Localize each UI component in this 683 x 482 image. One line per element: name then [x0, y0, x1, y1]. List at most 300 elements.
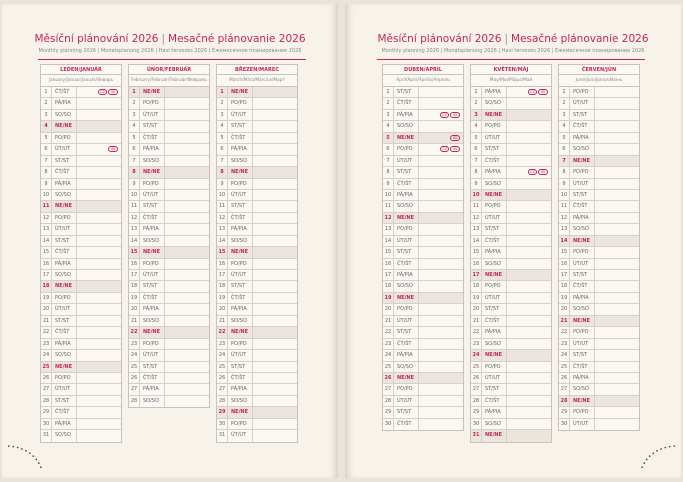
day-row[interactable]: [559, 247, 639, 258]
notes-cell[interactable]: [165, 316, 209, 326]
notes-cell[interactable]: [253, 167, 297, 177]
day-row[interactable]: [129, 179, 209, 190]
notes-cell[interactable]: [507, 247, 551, 257]
notes-cell[interactable]: [77, 259, 121, 269]
notes-cell[interactable]: [253, 133, 297, 143]
day-row[interactable]: [559, 316, 639, 327]
notes-cell[interactable]: [253, 190, 297, 200]
notes-cell[interactable]: [595, 190, 639, 200]
notes-cell[interactable]: [595, 121, 639, 131]
notes-cell[interactable]: [419, 98, 463, 108]
day-row[interactable]: [383, 98, 463, 109]
day-row[interactable]: [471, 121, 551, 132]
day-row[interactable]: [471, 144, 551, 155]
notes-cell[interactable]: [595, 247, 639, 257]
notes-cell[interactable]: [165, 179, 209, 189]
notes-cell[interactable]: [77, 304, 121, 314]
notes-cell[interactable]: [253, 98, 297, 108]
notes-cell[interactable]: [595, 316, 639, 326]
day-row[interactable]: [559, 236, 639, 247]
day-row[interactable]: [41, 384, 121, 395]
day-row[interactable]: [559, 133, 639, 144]
notes-cell[interactable]: [419, 281, 463, 291]
day-row[interactable]: [41, 121, 121, 132]
notes-cell[interactable]: [419, 236, 463, 246]
day-row[interactable]: [559, 144, 639, 155]
notes-cell[interactable]: [253, 270, 297, 280]
notes-cell[interactable]: [419, 121, 463, 131]
day-row[interactable]: [383, 362, 463, 373]
notes-cell[interactable]: [595, 350, 639, 360]
notes-cell[interactable]: [595, 224, 639, 234]
day-row[interactable]: [383, 270, 463, 281]
notes-cell[interactable]: [77, 213, 121, 223]
day-row[interactable]: [129, 304, 209, 315]
day-row[interactable]: [559, 339, 639, 350]
day-row[interactable]: [471, 247, 551, 258]
notes-cell[interactable]: [165, 362, 209, 372]
day-row[interactable]: [217, 384, 297, 395]
day-row[interactable]: [559, 224, 639, 235]
notes-cell[interactable]: [595, 167, 639, 177]
notes-cell[interactable]: [77, 224, 121, 234]
notes-cell[interactable]: [595, 419, 639, 430]
notes-cell[interactable]: [253, 384, 297, 394]
day-row[interactable]: [41, 430, 121, 441]
notes-cell[interactable]: [419, 293, 463, 303]
notes-cell[interactable]: [165, 384, 209, 394]
day-row[interactable]: [41, 281, 121, 292]
day-row[interactable]: [217, 156, 297, 167]
day-row[interactable]: [383, 144, 463, 155]
notes-cell[interactable]: [77, 98, 121, 108]
notes-cell[interactable]: [419, 327, 463, 337]
day-row[interactable]: [471, 190, 551, 201]
day-row[interactable]: [217, 110, 297, 121]
day-row[interactable]: [41, 327, 121, 338]
day-row[interactable]: [41, 201, 121, 212]
day-row[interactable]: [217, 98, 297, 109]
notes-cell[interactable]: [77, 270, 121, 280]
notes-cell[interactable]: [77, 362, 121, 372]
day-row[interactable]: [383, 156, 463, 167]
day-row[interactable]: [217, 259, 297, 270]
notes-cell[interactable]: [419, 247, 463, 257]
day-row[interactable]: [217, 133, 297, 144]
day-row[interactable]: [559, 396, 639, 407]
notes-cell[interactable]: [419, 373, 463, 383]
notes-cell[interactable]: [595, 293, 639, 303]
day-row[interactable]: [129, 316, 209, 327]
day-row[interactable]: [217, 407, 297, 418]
day-row[interactable]: [129, 87, 209, 98]
day-row[interactable]: [471, 339, 551, 350]
notes-cell[interactable]: [507, 167, 551, 177]
day-row[interactable]: [129, 350, 209, 361]
day-row[interactable]: [471, 430, 551, 441]
notes-cell[interactable]: [419, 224, 463, 234]
notes-cell[interactable]: [77, 407, 121, 417]
day-row[interactable]: [383, 304, 463, 315]
day-row[interactable]: [217, 327, 297, 338]
day-row[interactable]: [129, 384, 209, 395]
day-row[interactable]: [559, 201, 639, 212]
notes-cell[interactable]: [507, 190, 551, 200]
notes-cell[interactable]: [165, 133, 209, 143]
day-row[interactable]: [41, 144, 121, 155]
notes-cell[interactable]: [165, 247, 209, 257]
day-row[interactable]: [217, 281, 297, 292]
notes-cell[interactable]: [253, 156, 297, 166]
day-row[interactable]: [559, 167, 639, 178]
notes-cell[interactable]: [253, 407, 297, 417]
notes-cell[interactable]: [253, 327, 297, 337]
notes-cell[interactable]: [253, 110, 297, 120]
day-row[interactable]: [217, 373, 297, 384]
day-row[interactable]: [41, 190, 121, 201]
notes-cell[interactable]: [507, 304, 551, 314]
notes-cell[interactable]: [419, 179, 463, 189]
notes-cell[interactable]: [253, 213, 297, 223]
notes-cell[interactable]: [507, 144, 551, 154]
notes-cell[interactable]: [507, 419, 551, 429]
day-row[interactable]: [471, 316, 551, 327]
notes-cell[interactable]: [165, 327, 209, 337]
notes-cell[interactable]: [419, 259, 463, 269]
notes-cell[interactable]: [419, 316, 463, 326]
day-row[interactable]: [217, 201, 297, 212]
notes-cell[interactable]: [77, 350, 121, 360]
day-row[interactable]: [559, 110, 639, 121]
notes-cell[interactable]: [77, 190, 121, 200]
notes-cell[interactable]: [165, 98, 209, 108]
day-row[interactable]: [383, 281, 463, 292]
day-row[interactable]: [129, 281, 209, 292]
day-row[interactable]: [129, 133, 209, 144]
notes-cell[interactable]: [253, 121, 297, 131]
notes-cell[interactable]: [165, 156, 209, 166]
notes-cell[interactable]: [507, 350, 551, 360]
notes-cell[interactable]: [595, 87, 639, 97]
day-row[interactable]: [383, 247, 463, 258]
day-row[interactable]: [471, 270, 551, 281]
day-row[interactable]: [559, 98, 639, 109]
day-row[interactable]: [41, 259, 121, 270]
notes-cell[interactable]: [165, 201, 209, 211]
notes-cell[interactable]: [595, 259, 639, 269]
notes-cell[interactable]: [253, 281, 297, 291]
notes-cell[interactable]: [165, 339, 209, 349]
notes-cell[interactable]: [165, 121, 209, 131]
notes-cell[interactable]: [165, 281, 209, 291]
day-row[interactable]: [559, 281, 639, 292]
notes-cell[interactable]: [253, 293, 297, 303]
notes-cell[interactable]: [165, 373, 209, 383]
day-row[interactable]: [129, 121, 209, 132]
notes-cell[interactable]: [419, 213, 463, 223]
notes-cell[interactable]: [507, 270, 551, 280]
notes-cell[interactable]: [165, 144, 209, 154]
day-row[interactable]: [41, 350, 121, 361]
day-row[interactable]: [559, 156, 639, 167]
notes-cell[interactable]: [77, 339, 121, 349]
day-row[interactable]: [471, 304, 551, 315]
day-row[interactable]: [217, 293, 297, 304]
day-row[interactable]: [41, 419, 121, 430]
day-row[interactable]: [129, 98, 209, 109]
notes-cell[interactable]: [419, 384, 463, 394]
day-row[interactable]: [471, 281, 551, 292]
day-row[interactable]: [41, 373, 121, 384]
notes-cell[interactable]: [77, 156, 121, 166]
notes-cell[interactable]: [507, 407, 551, 417]
day-row[interactable]: [471, 110, 551, 121]
notes-cell[interactable]: [77, 430, 121, 441]
day-row[interactable]: [559, 87, 639, 98]
day-row[interactable]: [471, 224, 551, 235]
notes-cell[interactable]: [419, 419, 463, 430]
notes-cell[interactable]: [165, 224, 209, 234]
notes-cell[interactable]: [595, 304, 639, 314]
notes-cell[interactable]: [253, 316, 297, 326]
notes-cell[interactable]: [507, 213, 551, 223]
notes-cell[interactable]: [77, 121, 121, 131]
notes-cell[interactable]: [507, 87, 551, 97]
notes-cell[interactable]: [419, 133, 463, 143]
day-row[interactable]: [41, 110, 121, 121]
notes-cell[interactable]: [77, 179, 121, 189]
notes-cell[interactable]: [77, 247, 121, 257]
notes-cell[interactable]: [595, 98, 639, 108]
notes-cell[interactable]: [419, 350, 463, 360]
day-row[interactable]: [559, 350, 639, 361]
notes-cell[interactable]: [77, 419, 121, 429]
day-row[interactable]: [383, 167, 463, 178]
day-row[interactable]: [41, 87, 121, 98]
day-row[interactable]: [41, 304, 121, 315]
day-row[interactable]: [383, 350, 463, 361]
day-row[interactable]: [471, 293, 551, 304]
day-row[interactable]: [559, 121, 639, 132]
day-row[interactable]: [559, 213, 639, 224]
day-row[interactable]: [383, 396, 463, 407]
day-row[interactable]: [129, 190, 209, 201]
day-row[interactable]: [41, 270, 121, 281]
day-row[interactable]: [383, 190, 463, 201]
day-row[interactable]: [383, 373, 463, 384]
day-row[interactable]: [129, 224, 209, 235]
notes-cell[interactable]: [165, 270, 209, 280]
day-row[interactable]: [217, 190, 297, 201]
notes-cell[interactable]: [419, 270, 463, 280]
notes-cell[interactable]: [253, 224, 297, 234]
day-row[interactable]: [129, 270, 209, 281]
notes-cell[interactable]: [77, 384, 121, 394]
notes-cell[interactable]: [507, 156, 551, 166]
day-row[interactable]: [129, 293, 209, 304]
notes-cell[interactable]: [595, 201, 639, 211]
notes-cell[interactable]: [507, 293, 551, 303]
day-row[interactable]: [383, 293, 463, 304]
day-row[interactable]: [129, 339, 209, 350]
notes-cell[interactable]: [507, 201, 551, 211]
day-row[interactable]: [41, 339, 121, 350]
notes-cell[interactable]: [77, 144, 121, 154]
day-row[interactable]: [383, 316, 463, 327]
notes-cell[interactable]: [419, 407, 463, 417]
day-row[interactable]: [217, 339, 297, 350]
notes-cell[interactable]: [253, 236, 297, 246]
day-row[interactable]: [41, 293, 121, 304]
notes-cell[interactable]: [77, 396, 121, 406]
notes-cell[interactable]: [77, 293, 121, 303]
day-row[interactable]: [129, 236, 209, 247]
notes-cell[interactable]: [595, 281, 639, 291]
notes-cell[interactable]: [595, 110, 639, 120]
notes-cell[interactable]: [253, 247, 297, 257]
day-row[interactable]: [471, 419, 551, 430]
notes-cell[interactable]: [507, 430, 551, 441]
notes-cell[interactable]: [253, 430, 297, 441]
day-row[interactable]: [41, 407, 121, 418]
notes-cell[interactable]: [507, 110, 551, 120]
notes-cell[interactable]: [595, 384, 639, 394]
day-row[interactable]: [559, 327, 639, 338]
notes-cell[interactable]: [595, 327, 639, 337]
notes-cell[interactable]: [507, 179, 551, 189]
notes-cell[interactable]: [507, 121, 551, 131]
day-row[interactable]: [129, 396, 209, 407]
day-row[interactable]: [383, 236, 463, 247]
notes-cell[interactable]: [253, 87, 297, 97]
notes-cell[interactable]: [77, 236, 121, 246]
day-row[interactable]: [217, 167, 297, 178]
day-row[interactable]: [471, 259, 551, 270]
day-row[interactable]: [217, 247, 297, 258]
day-row[interactable]: [471, 133, 551, 144]
day-row[interactable]: [129, 259, 209, 270]
day-row[interactable]: [383, 201, 463, 212]
day-row[interactable]: [559, 179, 639, 190]
notes-cell[interactable]: [595, 270, 639, 280]
day-row[interactable]: [471, 396, 551, 407]
day-row[interactable]: [559, 419, 639, 430]
notes-cell[interactable]: [419, 190, 463, 200]
day-row[interactable]: [471, 384, 551, 395]
day-row[interactable]: [129, 247, 209, 258]
day-row[interactable]: [217, 179, 297, 190]
notes-cell[interactable]: [77, 316, 121, 326]
notes-cell[interactable]: [507, 236, 551, 246]
notes-cell[interactable]: [595, 407, 639, 417]
notes-cell[interactable]: [595, 133, 639, 143]
notes-cell[interactable]: [165, 259, 209, 269]
day-row[interactable]: [471, 167, 551, 178]
day-row[interactable]: [41, 247, 121, 258]
notes-cell[interactable]: [253, 201, 297, 211]
day-row[interactable]: [217, 419, 297, 430]
notes-cell[interactable]: [507, 362, 551, 372]
notes-cell[interactable]: [253, 144, 297, 154]
day-row[interactable]: [383, 110, 463, 121]
notes-cell[interactable]: [253, 179, 297, 189]
day-row[interactable]: [217, 396, 297, 407]
day-row[interactable]: [129, 156, 209, 167]
day-row[interactable]: [471, 373, 551, 384]
notes-cell[interactable]: [507, 339, 551, 349]
notes-cell[interactable]: [419, 339, 463, 349]
day-row[interactable]: [383, 259, 463, 270]
day-row[interactable]: [383, 179, 463, 190]
notes-cell[interactable]: [507, 224, 551, 234]
day-row[interactable]: [41, 133, 121, 144]
day-row[interactable]: [217, 87, 297, 98]
notes-cell[interactable]: [595, 144, 639, 154]
notes-cell[interactable]: [253, 362, 297, 372]
notes-cell[interactable]: [253, 259, 297, 269]
day-row[interactable]: [383, 419, 463, 430]
notes-cell[interactable]: [77, 133, 121, 143]
notes-cell[interactable]: [419, 362, 463, 372]
notes-cell[interactable]: [253, 419, 297, 429]
notes-cell[interactable]: [165, 236, 209, 246]
day-row[interactable]: [471, 179, 551, 190]
notes-cell[interactable]: [507, 281, 551, 291]
day-row[interactable]: [559, 304, 639, 315]
day-row[interactable]: [383, 133, 463, 144]
day-row[interactable]: [383, 384, 463, 395]
day-row[interactable]: [383, 327, 463, 338]
day-row[interactable]: [559, 407, 639, 418]
day-row[interactable]: [41, 224, 121, 235]
notes-cell[interactable]: [253, 373, 297, 383]
notes-cell[interactable]: [419, 304, 463, 314]
day-row[interactable]: [217, 350, 297, 361]
notes-cell[interactable]: [165, 213, 209, 223]
day-row[interactable]: [129, 373, 209, 384]
day-row[interactable]: [559, 362, 639, 373]
day-row[interactable]: [471, 213, 551, 224]
day-row[interactable]: [217, 224, 297, 235]
notes-cell[interactable]: [77, 201, 121, 211]
notes-cell[interactable]: [165, 350, 209, 360]
notes-cell[interactable]: [419, 167, 463, 177]
day-row[interactable]: [559, 384, 639, 395]
day-row[interactable]: [41, 213, 121, 224]
day-row[interactable]: [471, 407, 551, 418]
notes-cell[interactable]: [595, 213, 639, 223]
notes-cell[interactable]: [507, 316, 551, 326]
day-row[interactable]: [217, 121, 297, 132]
notes-cell[interactable]: [253, 350, 297, 360]
day-row[interactable]: [471, 98, 551, 109]
notes-cell[interactable]: [507, 133, 551, 143]
day-row[interactable]: [41, 236, 121, 247]
day-row[interactable]: [129, 201, 209, 212]
notes-cell[interactable]: [77, 373, 121, 383]
notes-cell[interactable]: [595, 373, 639, 383]
day-row[interactable]: [41, 396, 121, 407]
day-row[interactable]: [217, 362, 297, 373]
day-row[interactable]: [383, 407, 463, 418]
day-row[interactable]: [129, 327, 209, 338]
notes-cell[interactable]: [419, 201, 463, 211]
notes-cell[interactable]: [507, 327, 551, 337]
day-row[interactable]: [559, 293, 639, 304]
day-row[interactable]: [129, 167, 209, 178]
day-row[interactable]: [471, 201, 551, 212]
notes-cell[interactable]: [165, 396, 209, 407]
